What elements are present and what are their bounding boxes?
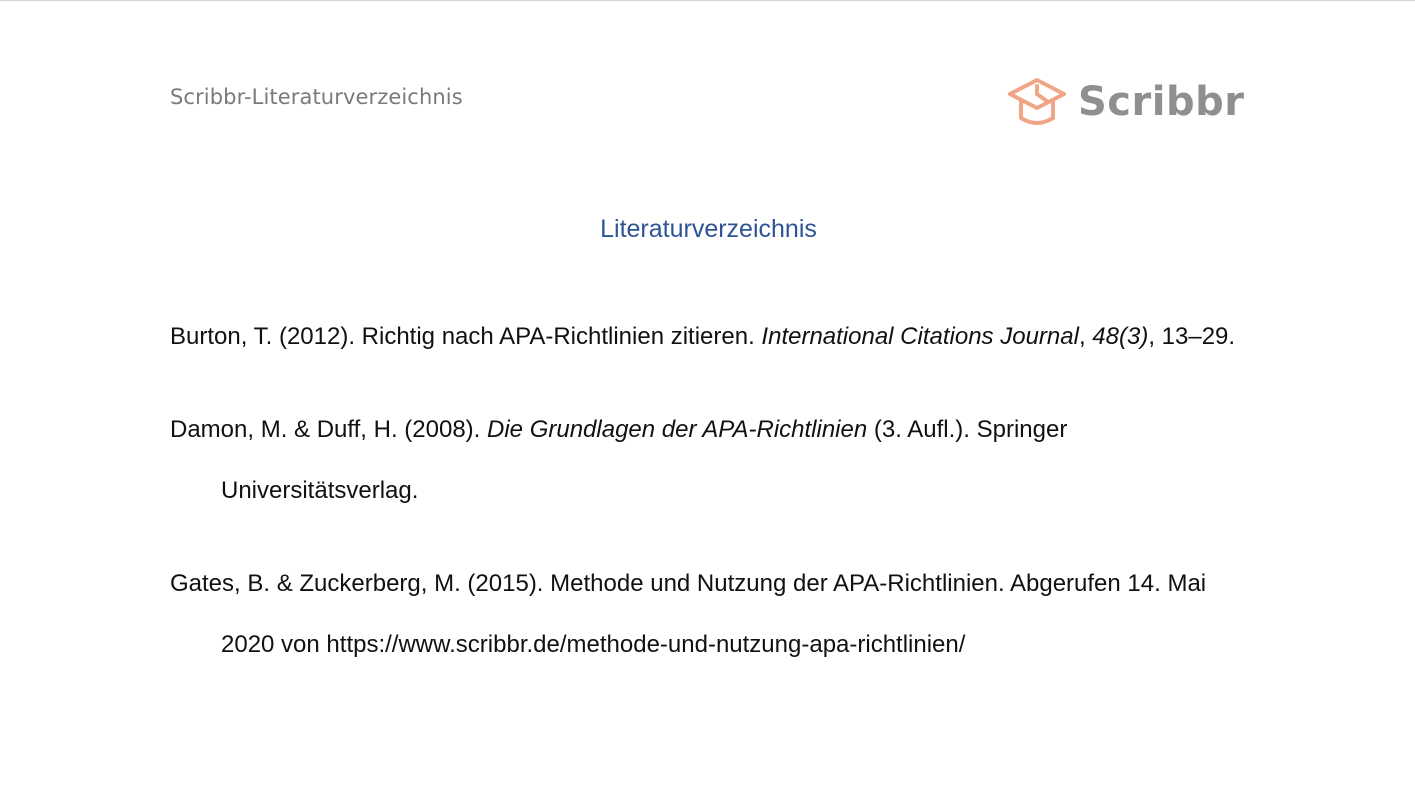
reference-journal: International Citations Journal: [761, 323, 1079, 350]
header-title: Scribbr-Literaturverzeichnis: [170, 85, 463, 109]
reference-list: [170, 306, 1240, 707]
reference-volume: 48(3): [1092, 323, 1149, 350]
reference-entry: [170, 399, 1240, 521]
reference-publisher: (3. Aufl.). Springer Universitätsverlag.: [221, 416, 1068, 504]
reference-title: Richtig nach APA-Richtlinien zitieren.: [361, 323, 755, 350]
scribbr-logo: [1006, 73, 1244, 131]
document-heading: Literaturverzeichnis: [600, 215, 817, 243]
reference-authors-year: Gates, B. & Zuckerberg, M. (2015).: [170, 570, 544, 597]
logo-text: Scribbr: [1078, 79, 1245, 125]
reference-retrieved: Abgerufen 14. Mai 2020 von https://www.scribbr.de/methode-und-nutzung-apa-richtlinien/: [221, 570, 1207, 658]
graduation-cap-icon: [1006, 74, 1068, 130]
reference-book-title: Die Grundlagen der APA-Richtlinien: [487, 416, 868, 443]
reference-pages: , 13–29.: [1148, 323, 1236, 350]
reference-authors-year: Damon, M. & Duff, H. (2008).: [170, 416, 481, 443]
reference-separator: ,: [1078, 323, 1086, 350]
reference-entry: [170, 553, 1240, 675]
reference-authors-year: Burton, T. (2012).: [170, 323, 355, 350]
reference-title: Methode und Nutzung der APA-Richtlinien.: [550, 570, 1005, 597]
reference-entry: [170, 306, 1240, 367]
